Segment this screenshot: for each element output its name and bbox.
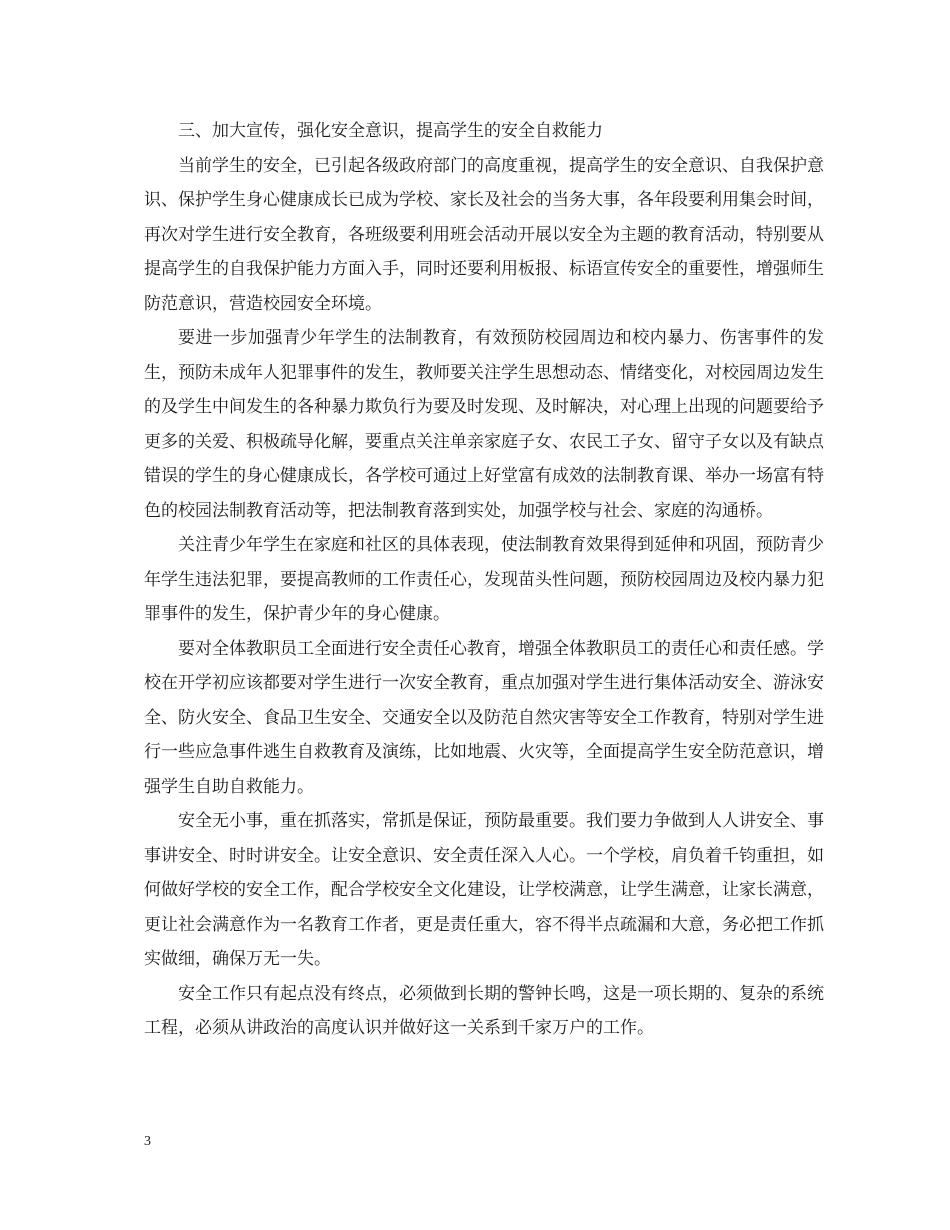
paragraph-1: 当前学生的安全，已引起各级政府部门的高度重视，提高学生的安全意识、自我保护意识、保护学生身心健康成长已成为学校、家长及社会的当务大事，各年段要利用集会时间，再次对学生进行安全教育，各班级要利用班会活动开展以安全为主题的教育活动，特别要从提高学生的自我保护能力方面入手，同时还要利用板报、标语宣传安全的重要性，增强师生防范意识，营造校园安全环境。	[144, 155, 824, 314]
page-number: 3	[144, 1134, 151, 1149]
paragraph-2: 要进一步加强青少年学生的法制教育，有效预防校园周边和校内暴力、伤害事件的发生，预防未成年人犯罪事件的发生，教师要关注学生思想动态、情绪变化，对校园周边发生的及学生中间发生的各种暴力欺负行为要及时发现、及时解决，对心理上出现的问题要给予更多的关爱、积极疏导化解，要重点关注单亲家庭子女、农民工子女、留守子女以及有缺点错误的学生的身心健康成长，各学校可通过上好堂富有成效的法制教育课、举办一场富有特色的校园法制教育活动等，把法制教育落到实处，加强学校与社会、家庭的沟通桥。	[144, 328, 824, 521]
section-heading: 三、加大宣传，强化安全意识，提高学生的安全自救能力	[178, 121, 603, 141]
paragraph-4: 要对全体教职员工全面进行安全责任心教育，增强全体教职员工的责任心和责任感。学校在开学初应该都要对学生进行一次安全教育，重点加强对学生进行集体活动安全、游泳安全、防火安全、食品卫生安全、交通安全以及防范自然灾害等安全工作教育，特别对学生进行一些应急事件逃生自救教育及演练，比如地震、火灾等，全面提高学生安全防范意识，增强学生自助自救能力。	[144, 638, 824, 797]
document-body	[144, 114, 824, 1046]
paragraph-3: 关注青少年学生在家庭和社区的具体表现，使法制教育效果得到延伸和巩固，预防青少年学生违法犯罪，要提高教师的工作责任心，发现苗头性问题，预防校园周边及校内暴力犯罪事件的发生，保护青少年的身心健康。	[144, 535, 824, 624]
paragraph-5: 安全无小事，重在抓落实，常抓是保证，预防最重要。我们要力争做到人人讲安全、事事讲安全、时时讲安全。让安全意识、安全责任深入人心。一个学校，肩负着千钧重担，如何做好学校的安全工作，配合学校安全文化建设，让学校满意，让学生满意，让家长满意，更让社会满意作为一名教育工作者，更是责任重大，容不得半点疏漏和大意，务必把工作抓实做细，确保万无一失。	[144, 811, 824, 969]
paragraph-6: 安全工作只有起点没有终点，必须做到长期的警钟长鸣，这是一项长期的、复杂的系统工程，必须从讲政治的高度认识并做好这一关系到千家万户的工作。	[144, 983, 824, 1038]
